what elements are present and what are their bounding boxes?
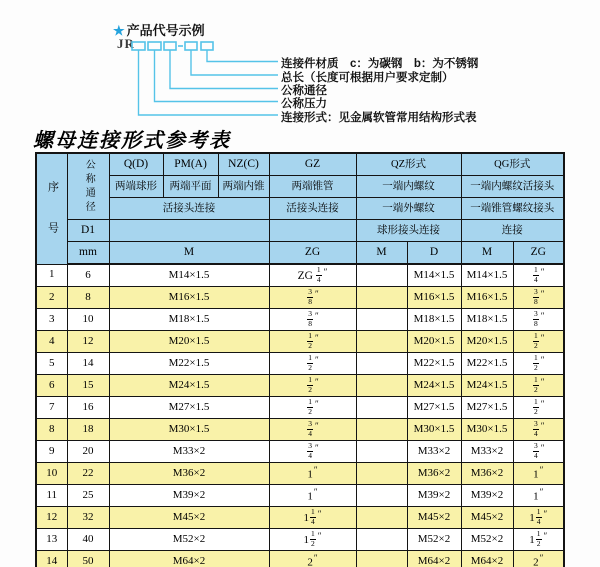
- code-box: [201, 42, 213, 50]
- callout-line: [170, 50, 278, 89]
- table-cell: 1 $\frac{1}{4}$ ″: [513, 507, 564, 529]
- table-cell: M45×2: [407, 507, 461, 529]
- table-cell: 1″: [513, 463, 564, 485]
- table-cell: 22: [67, 463, 109, 485]
- header-empty-cell: [269, 220, 356, 242]
- header-zg-thread: ZG: [269, 242, 356, 265]
- table-cell: M27×1.5: [407, 397, 461, 419]
- table-cell: 40: [67, 529, 109, 551]
- table-cell: $\frac{3}{4}$ ″: [269, 441, 356, 463]
- product-prefix: JR: [117, 36, 135, 51]
- table-cell: $\frac{1}{2}$ ″: [513, 375, 564, 397]
- table-cell: M39×2: [407, 485, 461, 507]
- table-cell: ZG $\frac{1}{4}$ ″: [269, 264, 356, 287]
- table-cell: M39×2: [461, 485, 513, 507]
- table-cell: M14×1.5: [407, 264, 461, 287]
- table-row: [36, 463, 564, 485]
- table-cell: [356, 507, 407, 529]
- table-cell: 14: [67, 353, 109, 375]
- product-code-heading-text: 产品代号示例: [126, 23, 205, 38]
- code-box: [164, 42, 176, 50]
- table-cell: 9: [36, 441, 67, 463]
- header-empty-cell: [109, 220, 269, 242]
- table-cell: [356, 331, 407, 353]
- diagram-label-material: 连接件材质 c：为碳钢 b：为不锈钢: [281, 58, 479, 70]
- table-cell: 5: [36, 353, 67, 375]
- table-cell: 1″: [269, 463, 356, 485]
- table-cell: M27×1.5: [461, 397, 513, 419]
- table-cell: M45×2: [461, 507, 513, 529]
- diagram-label-diameter: 公称通径: [281, 85, 327, 97]
- header-qd: Q(D): [109, 153, 163, 176]
- table-cell: [356, 309, 407, 331]
- table-cell: M18×1.5: [109, 309, 269, 331]
- table-cell: M24×1.5: [461, 375, 513, 397]
- table-cell: [356, 264, 407, 287]
- table-cell: [356, 551, 407, 567]
- code-box: [148, 42, 161, 50]
- table-cell: $\frac{3}{8}$ ″: [513, 309, 564, 331]
- table-cell: 1 $\frac{1}{2}$ ″: [513, 529, 564, 551]
- table-cell: 2: [36, 287, 67, 309]
- table-cell: 1″: [513, 485, 564, 507]
- table-cell: M36×2: [109, 463, 269, 485]
- code-box: [132, 42, 145, 50]
- table-row: [36, 441, 564, 463]
- table-cell: [356, 419, 407, 441]
- header-qg-sub2: 一端锥管螺纹接头: [461, 198, 564, 220]
- table-cell: M18×1.5: [407, 309, 461, 331]
- code-box: [185, 42, 197, 50]
- header-qg: QG形式: [461, 153, 564, 176]
- header-pma: PM(A): [163, 153, 218, 176]
- table-cell: 1 $\frac{1}{4}$ ″: [269, 507, 356, 529]
- table-cell: 1 $\frac{1}{2}$ ″: [269, 529, 356, 551]
- table-cell: 4: [36, 331, 67, 353]
- table-cell: M30×1.5: [109, 419, 269, 441]
- table-cell: M14×1.5: [109, 264, 269, 287]
- table-cell: 50: [67, 551, 109, 567]
- table-cell: $\frac{3}{4}$ ″: [513, 441, 564, 463]
- table-cell: 12: [36, 507, 67, 529]
- table-cell: 6: [36, 375, 67, 397]
- table-cell: [356, 375, 407, 397]
- table-cell: 14: [36, 551, 67, 567]
- table-cell: 20: [67, 441, 109, 463]
- header-union-connection: 活接头连接: [109, 198, 269, 220]
- table-cell: 2″: [513, 551, 564, 567]
- table-cell: M16×1.5: [461, 287, 513, 309]
- table-cell: M36×2: [461, 463, 513, 485]
- table-cell: M52×2: [407, 529, 461, 551]
- table-cell: 12: [67, 331, 109, 353]
- table-cell: 10: [36, 463, 67, 485]
- table-cell: 3: [36, 309, 67, 331]
- table-cell: [356, 463, 407, 485]
- table-cell: M24×1.5: [407, 375, 461, 397]
- header-qz: QZ形式: [356, 153, 461, 176]
- header-qd-sub: 两端球形: [109, 176, 163, 198]
- header-gz-connection: 活接头连接: [269, 198, 356, 220]
- header-gz-sub: 两端锥管: [269, 176, 356, 198]
- header-nzc-sub: 两端内锥: [218, 176, 269, 198]
- table-cell: M64×2: [461, 551, 513, 567]
- table-cell: $\frac{3}{8}$ ″: [513, 287, 564, 309]
- table-cell: 15: [67, 375, 109, 397]
- star-icon: ★: [113, 23, 125, 38]
- table-cell: $\frac{1}{2}$ ″: [513, 397, 564, 419]
- table-cell: $\frac{3}{4}$ ″: [269, 419, 356, 441]
- table-cell: [356, 441, 407, 463]
- table-cell: M30×1.5: [407, 419, 461, 441]
- callout-line: [191, 50, 278, 75]
- table-cell: 8: [36, 419, 67, 441]
- table-cell: [356, 397, 407, 419]
- header-d1: D1: [67, 220, 109, 242]
- table-cell: M30×1.5: [461, 419, 513, 441]
- table-cell: M16×1.5: [109, 287, 269, 309]
- header-qz-d: D: [407, 242, 461, 265]
- table-title: 螺母连接形式参考表: [33, 128, 231, 152]
- table-cell: [356, 529, 407, 551]
- header-qg-zg: ZG: [513, 242, 564, 265]
- table-cell: M22×1.5: [461, 353, 513, 375]
- table-cell: 16: [67, 397, 109, 419]
- callout-line: [155, 50, 279, 102]
- table-cell: M33×2: [461, 441, 513, 463]
- header-qz-m: M: [356, 242, 407, 265]
- table-cell: 2″: [269, 551, 356, 567]
- table-cell: $\frac{1}{4}$ ″: [513, 264, 564, 287]
- table-cell: M20×1.5: [407, 331, 461, 353]
- table-cell: [356, 485, 407, 507]
- diagram-label-length: 总长（长度可根据用户要求定制）: [281, 71, 454, 84]
- header-nzc: NZ(C): [218, 153, 269, 176]
- table-cell: M39×2: [109, 485, 269, 507]
- table-cell: M64×2: [407, 551, 461, 567]
- table-cell: $\frac{1}{2}$ ″: [269, 331, 356, 353]
- header-mm: mm: [67, 242, 109, 265]
- table-cell: M52×2: [461, 529, 513, 551]
- table-cell: M36×2: [407, 463, 461, 485]
- table-cell: M33×2: [109, 441, 269, 463]
- callout-line: [139, 50, 279, 115]
- header-qz-sub2: 一端外螺纹: [356, 198, 461, 220]
- table-cell: M52×2: [109, 529, 269, 551]
- table-row: [36, 287, 564, 309]
- table-cell: $\frac{1}{2}$ ″: [269, 375, 356, 397]
- table-cell: 6: [67, 264, 109, 287]
- diagram-label-pressure: 公称压力: [281, 98, 327, 110]
- table-cell: M33×2: [407, 441, 461, 463]
- header-m-thread: M: [109, 242, 269, 265]
- header-qg-connection: 连接: [461, 220, 564, 242]
- header-qg-sub1: 一端内螺纹活接头: [461, 176, 564, 198]
- table-cell: M27×1.5: [109, 397, 269, 419]
- table-cell: 1: [36, 264, 67, 287]
- table-cell: M14×1.5: [461, 264, 513, 287]
- table-cell: 32: [67, 507, 109, 529]
- table-cell: M20×1.5: [109, 331, 269, 353]
- table-cell: $\frac{1}{2}$ ″: [269, 353, 356, 375]
- table-cell: [356, 353, 407, 375]
- table-cell: 1″: [269, 485, 356, 507]
- table-row: [36, 264, 564, 287]
- header-gz: GZ: [269, 153, 356, 176]
- header-qg-m: M: [461, 242, 513, 265]
- table-body: [36, 264, 564, 567]
- table-cell: 25: [67, 485, 109, 507]
- table-row: [36, 353, 564, 375]
- table-cell: M45×2: [109, 507, 269, 529]
- header-qz-connection: 球形接头连接: [356, 220, 461, 242]
- table-cell: M20×1.5: [461, 331, 513, 353]
- table-cell: M18×1.5: [461, 309, 513, 331]
- table-cell: M22×1.5: [407, 353, 461, 375]
- table-row: [36, 331, 564, 353]
- diagram-label-connection: 连接形式：见金属软管常用结构形式表: [281, 111, 477, 124]
- table-cell: 8: [67, 287, 109, 309]
- table-row: [36, 507, 564, 529]
- table-cell: M16×1.5: [407, 287, 461, 309]
- table-cell: 7: [36, 397, 67, 419]
- header-pma-sub: 两端平面: [163, 176, 218, 198]
- table-cell: M64×2: [109, 551, 269, 567]
- table-cell: $\frac{3}{4}$ ″: [513, 419, 564, 441]
- table-cell: [356, 287, 407, 309]
- nut-connection-table: [35, 152, 565, 567]
- table-cell: 11: [36, 485, 67, 507]
- header-serial: 序号: [36, 153, 67, 264]
- table-row: [36, 309, 564, 331]
- table-row: [36, 375, 564, 397]
- table-cell: $\frac{1}{2}$ ″: [269, 397, 356, 419]
- table-row: [36, 529, 564, 551]
- table-cell: $\frac{3}{8}$ ″: [269, 287, 356, 309]
- table-cell: $\frac{3}{8}$ ″: [269, 309, 356, 331]
- table-row: [36, 397, 564, 419]
- table-cell: $\frac{1}{2}$ ″: [513, 331, 564, 353]
- table-row: [36, 419, 564, 441]
- header-qz-sub1: 一端内螺纹: [356, 176, 461, 198]
- callout-line: [207, 50, 278, 62]
- table-row: [36, 485, 564, 507]
- table-cell: M22×1.5: [109, 353, 269, 375]
- header-nominal-diameter: 公称通径: [67, 153, 109, 220]
- table-cell: $\frac{1}{2}$ ″: [513, 353, 564, 375]
- table-cell: M24×1.5: [109, 375, 269, 397]
- table-cell: 18: [67, 419, 109, 441]
- table-cell: 13: [36, 529, 67, 551]
- table-row: [36, 551, 564, 567]
- table-cell: 10: [67, 309, 109, 331]
